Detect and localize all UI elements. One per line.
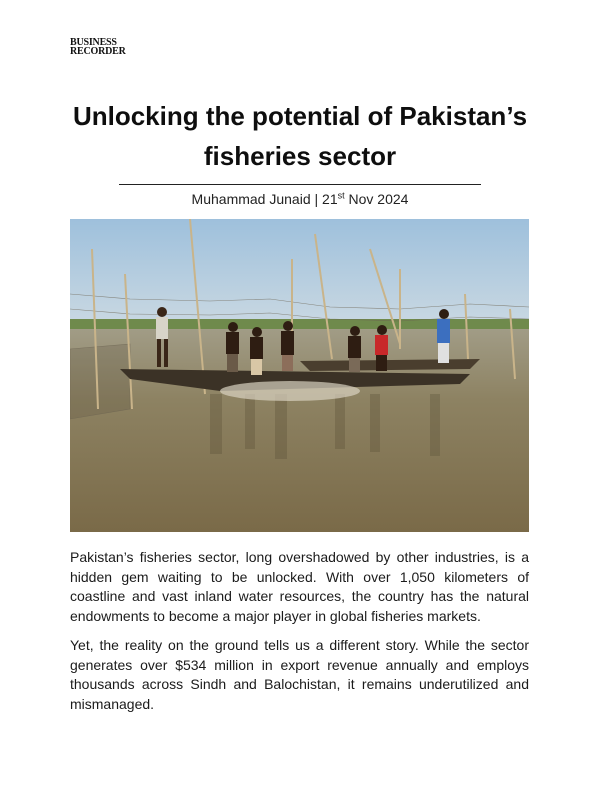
date-suffix: st <box>337 190 345 201</box>
publish-date <box>322 191 408 207</box>
splashing-water <box>220 381 360 401</box>
fishermen-photo <box>70 219 529 532</box>
author-name: Muhammad Junaid <box>191 191 311 207</box>
article-body <box>70 548 529 724</box>
logo-line-1: BUSINESS <box>70 37 117 48</box>
paragraph-1: Pakistan’s fisheries sector, long overshadowed by other industries, is a hidden gem waiting to be unlocked. With over 1,050 kilometers of coastline and vast inland water resources, the country has the natural endowments to become a major player in global fisheries markets. <box>70 549 529 624</box>
title-divider <box>119 184 481 185</box>
date-day: 21 <box>322 191 338 207</box>
paragraph-2: Yet, the reality on the ground tells us a different story. While the sector generates over $534 million in export revenue annually and employs thousands across Sindh and Balochistan, it remains underutilized and mismanaged. <box>70 637 529 712</box>
article-title: Unlocking the potential of Pakistan’s fisheries sector <box>72 101 528 171</box>
publication-logo <box>70 38 126 56</box>
horizon-vegetation <box>70 319 529 329</box>
logo-line-2: RECORDER <box>70 46 126 57</box>
sky <box>70 219 529 324</box>
byline <box>0 190 600 208</box>
byline-separator: | <box>314 191 319 207</box>
date-rest: Nov 2024 <box>348 191 409 207</box>
